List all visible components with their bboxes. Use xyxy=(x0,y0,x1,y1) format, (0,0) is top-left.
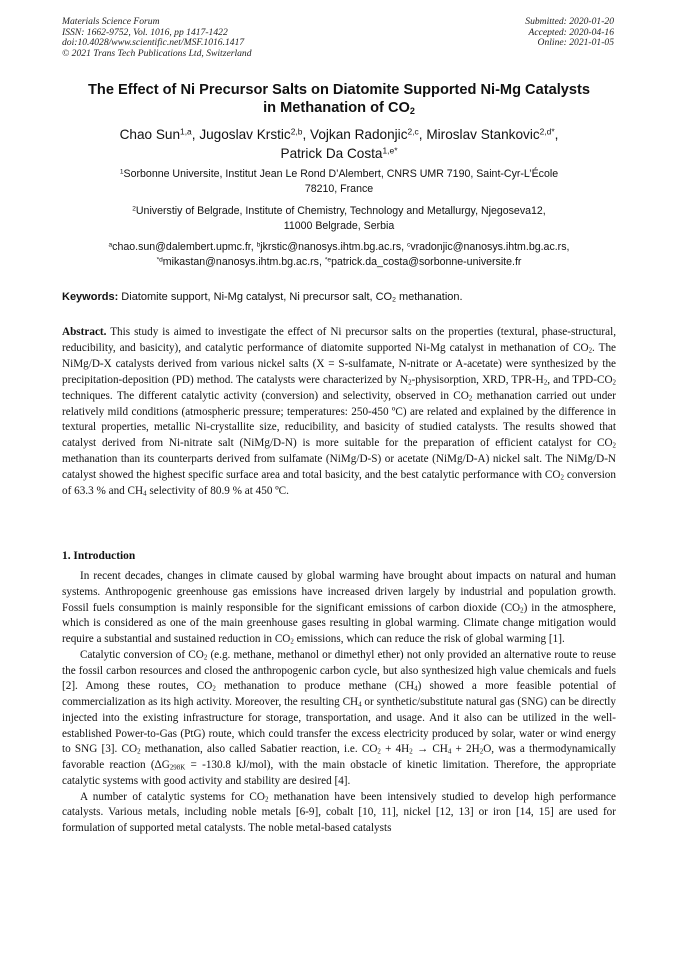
introduction-body xyxy=(62,569,616,837)
email-link[interactable]: patrick.da_costa@sorbonne-universite.fr xyxy=(331,255,522,268)
author-name: Jugoslav Krstic xyxy=(199,127,291,142)
author-list xyxy=(62,125,616,163)
paragraph: In recent decades, changes in climate caused by global warming have brought about impacts on natural and human systems. Anthropogenic greenhouse gas emissions have increased driven largely by industrial and population growth. Fossil fuels consumption is mainly responsible for the significant emissions of carbon dioxide $(CO_2)$ in the atmosphere, which is considered as one of the main greenhouse gases resulting in global warming. Climate change mitigation would require a substantial and sustained reduction in $CO_2$ emissions, which can reduce the risk of global warming [1]. xyxy=(62,570,616,646)
accepted-date: Accepted: 2020-04-16 xyxy=(528,26,614,38)
author-affiliation-marker: 2,d* xyxy=(539,126,555,137)
affiliation-2: $^2$Universtiy of Belgrade, Institute of Chemistry, Technology and Metallurgy, Njegoseva12, 11000 Belgrade, Serbia xyxy=(132,205,546,232)
email-link[interactable]: vradonjic@nanosys.ihtm.bg.ac.rs xyxy=(410,241,567,253)
author-affiliation-marker: 2,c xyxy=(407,126,419,137)
author-name: Miroslav Stankovic xyxy=(426,127,540,142)
journal-header-left xyxy=(62,17,252,59)
author-line-2 xyxy=(62,144,616,163)
online-date: Online: 2021-01-05 xyxy=(537,37,614,49)
email-link[interactable]: mikastan@nanosys.ihtm.bg.ac.rs xyxy=(162,255,319,268)
keywords: Keywords: Diatomite support, Ni-Mg catalyst, Ni precursor salt, $CO_2$ methanation. xyxy=(62,291,463,304)
paper-title xyxy=(62,81,616,117)
email-link[interactable]: chao.sun@dalembert.upmc.fr xyxy=(112,241,251,253)
author-name: Chao Sun xyxy=(119,127,181,142)
journal-copyright: © 2021 Trans Tech Publications Ltd, Switzerland xyxy=(62,47,252,59)
section-heading-introduction: 1. Introduction xyxy=(62,550,136,562)
keywords-label: Keywords: xyxy=(62,291,119,303)
journal-doi[interactable]: doi:10.4028/www.scientific.net/MSF.1016.1417 xyxy=(62,37,245,49)
journal-name: Materials Science Forum xyxy=(62,16,160,27)
submitted-date: Submitted: 2020-01-20 xyxy=(525,16,614,27)
affiliation-1: $^1$Sorbonne Universite, Institut Jean Le Rond D’Alembert, CNRS UMR 7190, Saint-Cyr-L’École 78210, France xyxy=(119,168,559,195)
title-line-2: in Methanation of $CO_2$ xyxy=(263,100,415,116)
author-name: Vojkan Radonjic xyxy=(310,127,408,142)
author-affiliation-marker: 1,a xyxy=(180,126,192,137)
author-name: Patrick Da Costa xyxy=(280,146,383,161)
email-link[interactable]: jkrstic@nanosys.ihtm.bg.ac.rs xyxy=(260,241,402,253)
abstract: Abstract. This study is aimed to investigate the effect of Ni precursor salts on the properties (textural, phase-structural, reducibility, and basicity), and catalytic performance of diatomite supported Ni-Mg catalyst in methanation of $CO_2$. The NiMg/D-X catalysts derived from various nickel salts (X = S-sulfamate, N-nitrate or A-acetate) were synthesized by the precipitation-deposition (PD) method. The catalysts were characterized by $N_2$-physisorption, XRD, TPR-$H_2$, and TPD-$CO_2$ techniques. The different catalytic activity (conversion) and selectivity, observed in $CO_2$ methanation carried out under relatively mild conditions (atmospheric pressure; temperatures: 250-450 ºC) are related and explained by the difference in textural properties, metallic Ni-crystallite size, reducibility, and basicity of studied catalysts. The results showed that catalyst derived from Ni-nitrate salt (NiMg/D-N) is more suitable for the preparation of efficient catalyst for $CO_2$ methanation than its counterparts derived from sulfamate (NiMg/D-S) or acetate (NiMg/D-A) nickel salt. The NiMg/D-N catalyst showed the highest specific surface area and total basicity, and the best catalytic performance with $CO_2$ conversion of 63.3 % and $CH_4$ selectivity of 80.9 % at 450 ºC. xyxy=(62,326,616,498)
paragraph: Catalytic conversion of $CO_2$ (e.g. methane, methanol or dimethyl ether) not only provided an alternative route to reuse the fossil carbon resources and closed the anthropogenic carbon cycle, but also synthesized high value chemicals and fuels [2]. Among these routes, $CO_2$ methanation to produce methane $(CH_4)$ showed a more feasible potential of commercialization as its high activity. Moreover, the resulting $CH_4$ or synthetic/substitute natural gas (SNG) can be directly injected into the existing infrastructure for storage, transportation, and usage. And it also can be utilized in the well-established Power-to-Gas (PtG) route, which could transfer the excess electricity produced by solar, water or wind energy to SNG [3]. $CO_2$ methanation, also called Sabatier reaction, i.e. $CO_2 + 4H_2 \to CH_4 + 2H_2O$, was a thermodynamically favorable reaction ($\Delta G_{298K} = -130.8$ kJ/mol), with the main obstacle of kinetic limitation. Therefore, the appropriate catalytic systems with good activity and stability are desired [4]. xyxy=(62,648,617,787)
title-line-1: The Effect of Ni Precursor Salts on Diatomite Supported Ni-Mg Catalysts xyxy=(88,82,590,98)
journal-issn: ISSN: 1662-9752, Vol. 1016, pp 1417-1422 xyxy=(62,26,228,38)
abstract-label: Abstract. xyxy=(62,326,107,338)
paragraph: A number of catalytic systems for $CO_2$ methanation have been intensively studied to develop high performance catalysts. Various metals, including noble metals [6-9], cobalt [10, 11], nickel [12, 13] or iron [14, 15] are used for formulation of supported metal catalysts. The noble metal-based catalysts xyxy=(62,790,616,834)
author-emails: $^a$chao.sun@dalembert.upmc.fr, $^b$jkrstic@nanosys.ihtm.bg.ac.rs, $^c$vradonjic@nanosys.ihtm.bg.ac.rs, $^{*d}$mikastan@nanosys.ihtm.bg.ac.rs, $^{*e}$patrick.da_costa@sorbonne-universite.fr xyxy=(108,241,570,268)
author-line-1: Chao Sun$^{1,a}$, Jugoslav Krstic$^{2,b}$, Vojkan Radonjic$^{2,c}$, Miroslav Stankovic$^{2,d*}$, xyxy=(119,126,559,142)
journal-header-right xyxy=(525,17,614,49)
author-affiliation-marker: 2,b xyxy=(290,126,303,137)
author-affiliation-marker: 1,e* xyxy=(382,145,398,156)
